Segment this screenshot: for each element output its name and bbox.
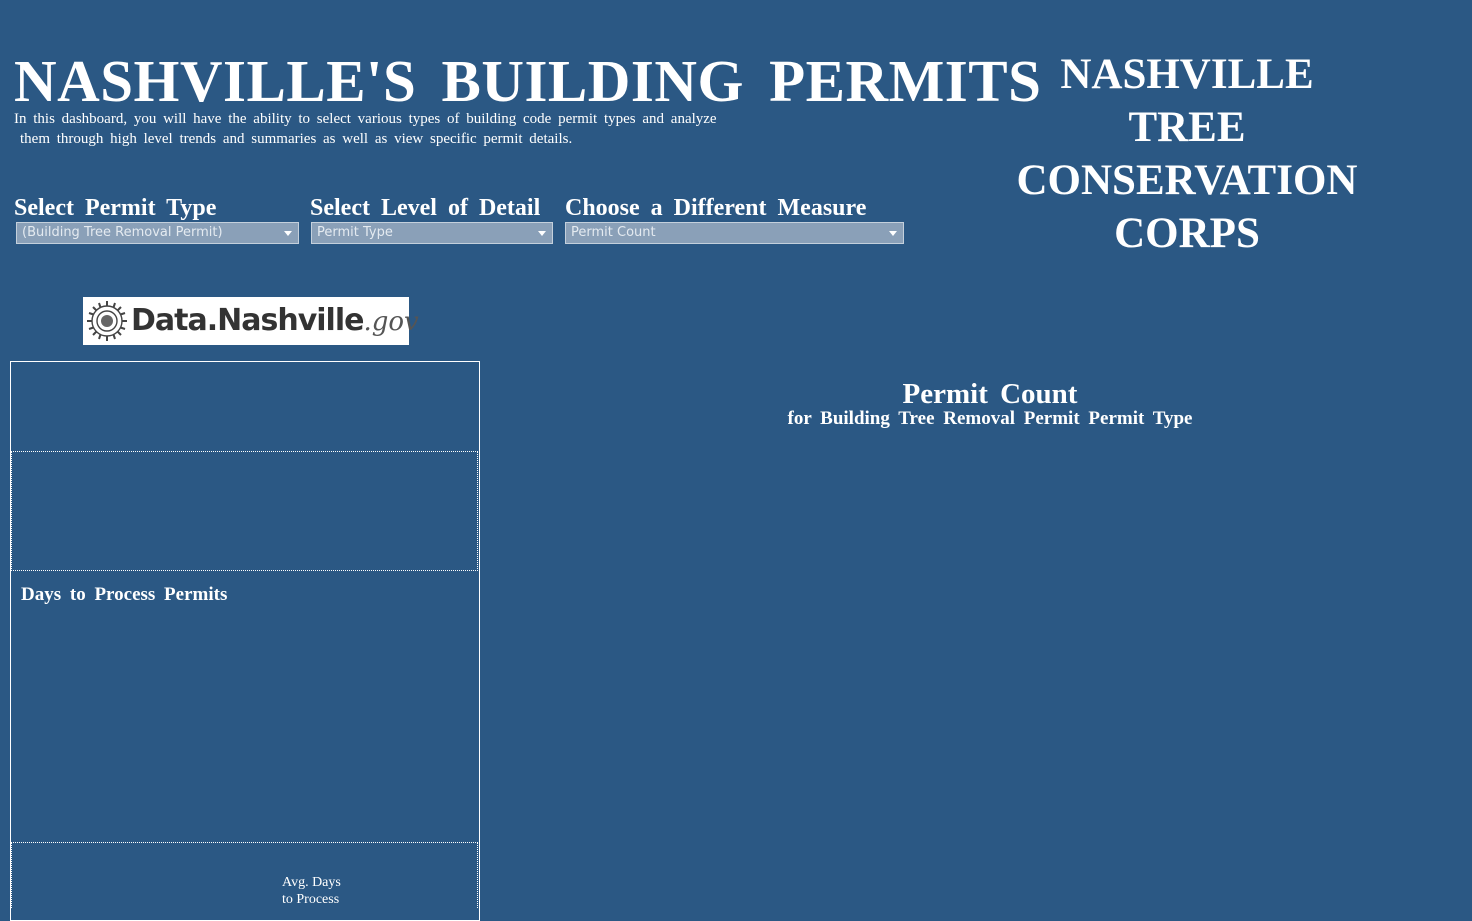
measure-label: Choose a Different Measure <box>565 195 867 221</box>
description-line-2: them through high level trends and summaries as well as view specific permit details. <box>20 131 573 147</box>
panel-divider <box>11 451 478 452</box>
panel-divider <box>477 842 478 908</box>
logo-name: Data.Nashville <box>131 303 364 338</box>
days-to-process-title: Days to Process Permits <box>21 584 228 605</box>
permit-type-dropdown[interactable] <box>16 222 299 244</box>
permit-count-chart-subtitle: for Building Tree Removal Permit Permit Type <box>787 408 1193 429</box>
level-of-detail-label: Select Level of Detail <box>310 195 541 221</box>
days-to-process-panel <box>10 361 480 921</box>
side-title-line-3: CONSERVATION <box>1016 157 1358 204</box>
panel-divider <box>11 451 12 571</box>
level-of-detail-dropdown[interactable] <box>311 222 553 244</box>
panel-divider <box>11 842 478 843</box>
permit-count-chart-title: Permit Count <box>902 378 1078 410</box>
tree-conservation-title <box>1005 48 1369 257</box>
panel-divider <box>11 570 478 571</box>
logo-suffix: .gov <box>363 307 419 337</box>
nashville-seal-icon <box>85 299 129 343</box>
data-nashville-logo[interactable] <box>83 297 419 345</box>
avg-days-axis-label <box>282 874 341 908</box>
level-of-detail-value: Permit Type <box>317 225 393 240</box>
measure-value: Permit Count <box>571 225 656 240</box>
panel-divider <box>11 842 12 908</box>
side-title-line-1: NASHVILLE <box>1060 51 1314 98</box>
side-title-line-2: TREE <box>1128 104 1246 151</box>
chevron-down-icon <box>889 231 897 236</box>
chevron-down-icon <box>538 231 546 236</box>
dashboard-description <box>14 109 754 149</box>
dashboard-title: NASHVILLE'S BUILDING PERMITS <box>14 48 1042 114</box>
panel-divider <box>477 451 478 571</box>
permit-type-label: Select Permit Type <box>14 195 217 221</box>
chevron-down-icon <box>284 231 292 236</box>
logo-wordmark <box>131 301 419 342</box>
permit-type-value: (Building Tree Removal Permit) <box>22 225 223 240</box>
measure-dropdown[interactable] <box>565 222 904 244</box>
axis-label-line-2: to Process <box>282 892 340 907</box>
axis-label-line-1: Avg. Days <box>282 875 341 890</box>
description-line-1: In this dashboard, you will have the ability to select various types of building code permit types and analyze <box>14 111 717 127</box>
side-title-line-4: CORPS <box>1114 210 1260 257</box>
